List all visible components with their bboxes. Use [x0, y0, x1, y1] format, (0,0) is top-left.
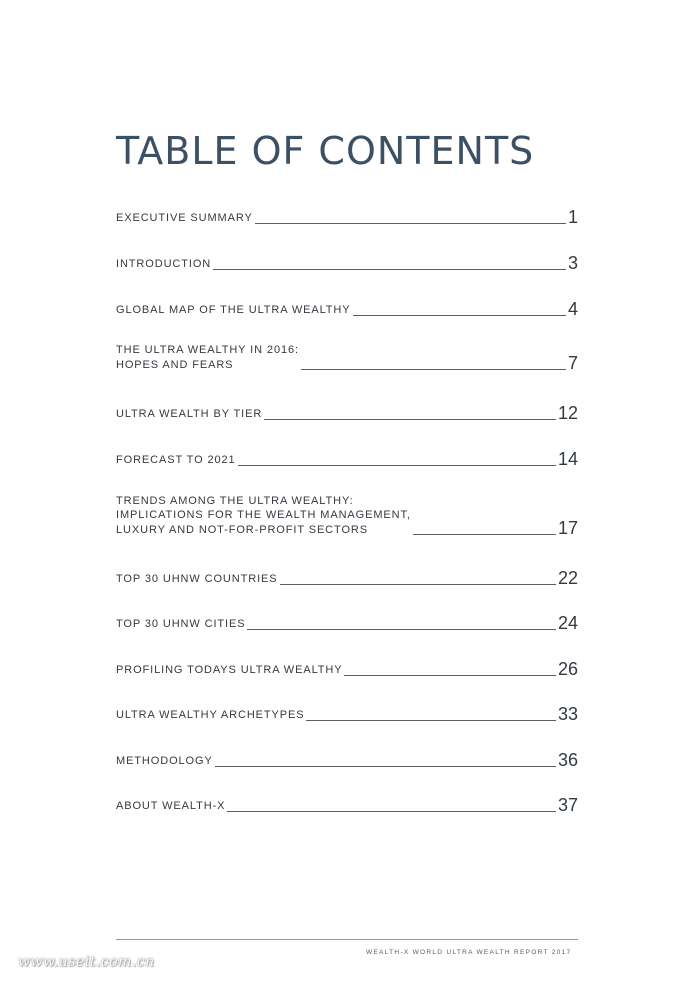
toc-entry[interactable]: [116, 300, 578, 318]
toc-entry[interactable]: [116, 343, 578, 372]
toc-entry-title: [116, 303, 351, 318]
toc-page-number: 4: [567, 298, 578, 319]
toc-entry-title-line: FORECAST TO 2021: [116, 454, 236, 466]
toc-leader-line: [238, 464, 556, 466]
toc-leader-line: [413, 533, 556, 535]
toc-page-number: 37: [557, 794, 578, 815]
toc-page-number: 33: [557, 703, 578, 724]
toc-leader-line: [301, 368, 566, 370]
toc-page-number: 14: [557, 448, 578, 469]
toc-entry-title: [116, 663, 342, 678]
footer-report-title: WEALTH-X WORLD ULTRA WEALTH REPORT 2017: [366, 949, 572, 956]
toc-page-number: 24: [557, 612, 578, 633]
watermark-logo: www.useit.com.cn: [18, 954, 155, 970]
toc-entry-title: [116, 754, 213, 769]
toc-page-number: 3: [567, 252, 578, 273]
toc-entry[interactable]: [116, 450, 578, 468]
toc-leader-line: [213, 268, 566, 270]
toc-entry-title: [116, 211, 253, 226]
toc-entry-title: [116, 799, 225, 814]
toc-leader-line: [344, 674, 556, 676]
toc-entry[interactable]: [116, 208, 578, 226]
toc-page-number: 22: [557, 567, 578, 588]
toc-page-number: 26: [557, 658, 578, 679]
toc-page-number: 7: [567, 353, 578, 373]
toc-page-number: 12: [557, 402, 578, 423]
toc-entry-title-line: GLOBAL MAP OF THE ULTRA WEALTHY: [116, 304, 351, 316]
toc-entry-title-line: ABOUT WEALTH-X: [116, 800, 226, 812]
toc-entry-title: [116, 494, 411, 538]
toc-leader-line: [264, 418, 556, 420]
toc-entry-title-line: LUXURY AND NOT-FOR-PROFIT SECTORS: [116, 523, 368, 536]
footer-divider: [116, 939, 578, 940]
toc-entry-title: [116, 572, 278, 587]
toc-entry-title: [116, 407, 262, 422]
toc-entry[interactable]: [116, 614, 578, 632]
toc-entry-title-line: THE ULTRA WEALTHY IN 2016:: [116, 344, 299, 356]
toc-entry-title: [116, 343, 299, 372]
toc-leader-line: [353, 314, 566, 316]
toc-entry-title-line: METHODOLOGY: [116, 755, 213, 767]
toc-entry[interactable]: [116, 404, 578, 422]
toc-entry-title: [116, 708, 304, 723]
toc-entry[interactable]: [116, 660, 578, 678]
toc-entry-title-line: TOP 30 UHNW CITIES: [116, 618, 246, 630]
toc-entry-title: [116, 257, 211, 272]
toc-entry-title-line: TRENDS AMONG THE ULTRA WEALTHY:: [116, 494, 354, 507]
toc-entry-title: [116, 617, 245, 632]
toc-entry-title-line: TOP 30 UHNW COUNTRIES: [116, 573, 278, 585]
toc-entry-title-line: IMPLICATIONS FOR THE WEALTH MANAGEMENT,: [116, 509, 411, 521]
page-title: TABLE OF CONTENTS: [116, 129, 535, 173]
toc-leader-line: [227, 810, 556, 812]
toc-entry-title-line: HOPES AND FEARS: [116, 358, 234, 371]
toc-entry-title: [116, 453, 236, 468]
toc-page-number: 1: [567, 206, 578, 227]
toc-leader-line: [280, 583, 556, 585]
toc-leader-line: [306, 719, 555, 721]
toc-entry-title-line: PROFILING TODAYS ULTRA WEALTHY: [116, 664, 343, 676]
toc-entry-title-line: INTRODUCTION: [116, 258, 212, 270]
toc-entry[interactable]: [116, 705, 578, 723]
toc-entry-title-line: ULTRA WEALTH BY TIER: [116, 408, 263, 420]
toc-entry[interactable]: [116, 254, 578, 272]
toc-leader-line: [215, 765, 556, 767]
toc-page-number: 17: [557, 518, 578, 538]
toc-entry-title-line: ULTRA WEALTHY ARCHETYPES: [116, 709, 305, 721]
toc-entry-title-line: EXECUTIVE SUMMARY: [116, 212, 253, 224]
toc-leader-line: [255, 222, 566, 224]
toc-entry[interactable]: [116, 796, 578, 814]
toc-entry[interactable]: [116, 494, 578, 538]
toc-leader-line: [247, 628, 555, 630]
toc-page-number: 36: [557, 749, 578, 770]
toc-entry[interactable]: [116, 569, 578, 587]
toc-entry[interactable]: [116, 751, 578, 769]
